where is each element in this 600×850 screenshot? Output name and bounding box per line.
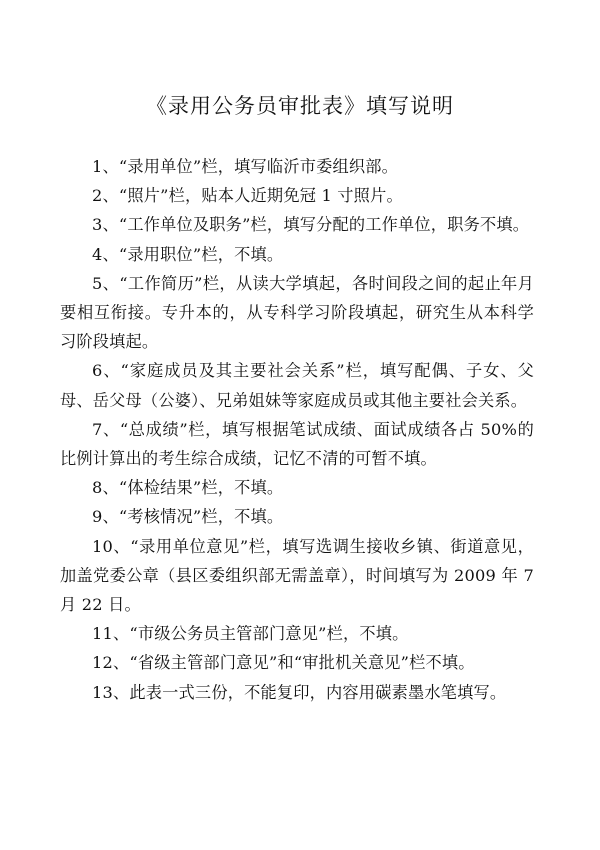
instruction-item-5: 5、“工作简历”栏，从读大学填起，各时间段之间的起止年月要相互衔接。专升本的，从专科学习阶段填起，研究生从本科学习阶段填起。 xyxy=(60,273,534,352)
instruction-item-9: 9、“考核情况”栏，不填。 xyxy=(92,507,284,527)
instruction-item-8: 8、“体检结果”栏，不填。 xyxy=(92,478,284,498)
instruction-item-2: 2、“照片”栏，贴本人近期免冠 1 寸照片。 xyxy=(92,186,403,206)
instruction-item-7: 7、“总成绩”栏，填写根据笔试成绩、面试成绩各占 50%的比例计算出的考生综合成绩，记忆不清的可暂不填。 xyxy=(60,419,534,469)
instruction-item-10: 10、“录用单位意见”栏，填写选调生接收乡镇、街道意见，加盖党委公章（县区委组织部无需盖章），时间填写为 2009 年 7 月 22 日。 xyxy=(60,536,534,615)
instruction-item-4: 4、“录用职位”栏，不填。 xyxy=(92,244,284,264)
instruction-item-12: 12、“省级主管部门意见”和“审批机关意见”栏不填。 xyxy=(92,653,475,673)
instructions-list xyxy=(60,152,534,707)
instruction-item-13: 13、此表一式三份，不能复印，内容用碳素墨水笔填写。 xyxy=(92,682,507,702)
document-title: 《录用公务员审批表》填写说明 xyxy=(146,94,454,118)
instruction-item-11: 11、“市级公务员主管部门意见”栏，不填。 xyxy=(92,624,409,644)
instruction-item-1: 1、“录用单位”栏，填写临沂市委组织部。 xyxy=(92,157,399,176)
instruction-item-3: 3、“工作单位及职务”栏，填写分配的工作单位，职务不填。 xyxy=(92,215,530,235)
instruction-item-6: 6、“家庭成员及其主要社会关系”栏，填写配偶、子女、父母、岳父母（公婆）、兄弟姐妹等家庭成员或其他主要社会关系。 xyxy=(60,361,534,410)
